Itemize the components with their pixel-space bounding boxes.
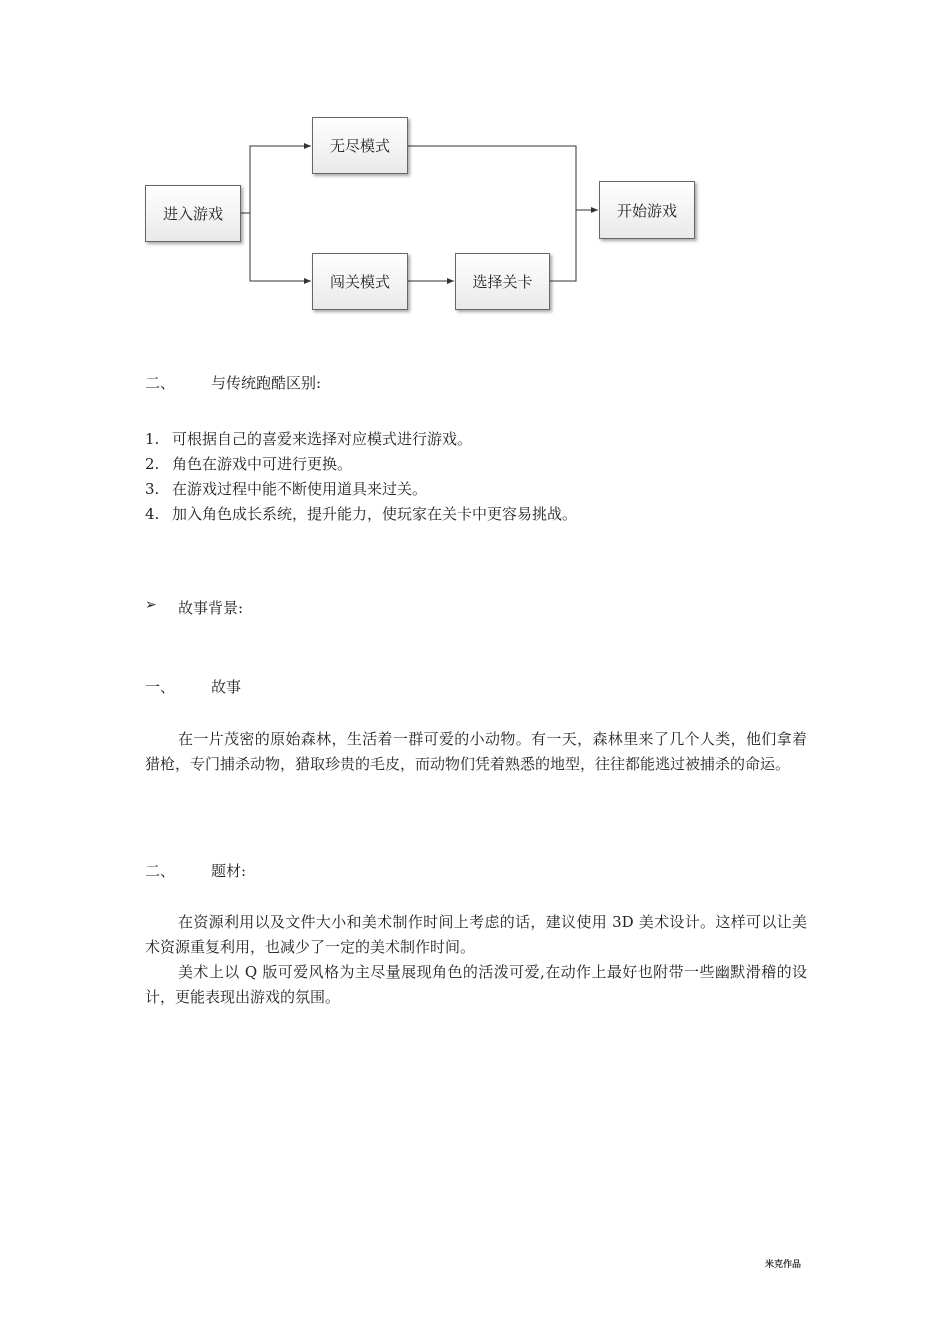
- list-item: [145, 428, 472, 449]
- list-item-text: 在游戏过程中能不断使用道具来过关。: [172, 480, 428, 498]
- section-diff-title: 与传统跑酷区别:: [211, 374, 322, 392]
- connector-select-merge: [550, 210, 576, 281]
- flow-node-select-level: [455, 253, 550, 310]
- connector-to-levels: [250, 213, 311, 281]
- flow-node-start-game: [599, 181, 695, 239]
- page-footer: 米克作品: [765, 1260, 802, 1270]
- flow-node-label: 进入游戏: [162, 205, 223, 223]
- list-item-number: 2.: [145, 455, 160, 473]
- flow-node-label: 开始游戏: [616, 201, 677, 220]
- list-item: [145, 478, 427, 499]
- flow-node-enter-game: [145, 185, 241, 242]
- list-item-text: 加入角色成长系统，提升能力，使玩家在关卡中更容易挑战。: [172, 505, 578, 523]
- theme-title: 题材:: [211, 862, 247, 880]
- section-diff-number: 二、: [145, 374, 176, 392]
- story-paragraph: 在一片茂密的原始森林，生活着一群可爱的小动物。有一天，森林里来了几个人类，他们拿着猎枪，专门捕杀动物，猎取珍贵的毛皮，而动物们凭着熟悉的地型，往往都能逃过被捕杀的命运。: [145, 730, 807, 773]
- flow-node-label: 选择关卡: [472, 273, 533, 291]
- list-item-text: 角色在游戏中可进行更换。: [172, 455, 353, 473]
- flow-node-level-mode: [312, 253, 408, 310]
- list-item: [145, 503, 577, 524]
- connector-endless-merge: [408, 146, 576, 210]
- flow-node-endless-mode: [312, 117, 408, 174]
- list-item-number: 4.: [145, 505, 160, 523]
- list-item-number: 1.: [145, 430, 160, 448]
- story-number: 一、: [145, 678, 176, 696]
- list-item-number: 3.: [145, 480, 160, 498]
- list-item: [145, 453, 352, 474]
- list-item-text: 可根据自己的喜爱来选择对应模式进行游戏。: [172, 430, 473, 448]
- flow-node-label: 闯关模式: [329, 273, 390, 291]
- flow-node-label: 无尽模式: [329, 137, 390, 155]
- theme-number: 二、: [145, 862, 176, 880]
- connector-to-endless: [250, 146, 311, 213]
- story-title: 故事: [211, 678, 242, 696]
- theme-paragraph-2: 美术上以 Q 版可爱风格为主尽量展现角色的活泼可爱,在动作上最好也附带一些幽默滑稽的设计，更能表现出游戏的氛围。: [145, 963, 807, 1006]
- arrow-bullet-icon: ➢: [145, 597, 157, 613]
- theme-paragraph-1: 在资源利用以及文件大小和美术制作时间上考虑的话，建议使用 3D 美术设计。这样可以让美术资源重复利用，也减少了一定的美术制作时间。: [145, 913, 807, 956]
- background-title: 故事背景:: [178, 599, 244, 617]
